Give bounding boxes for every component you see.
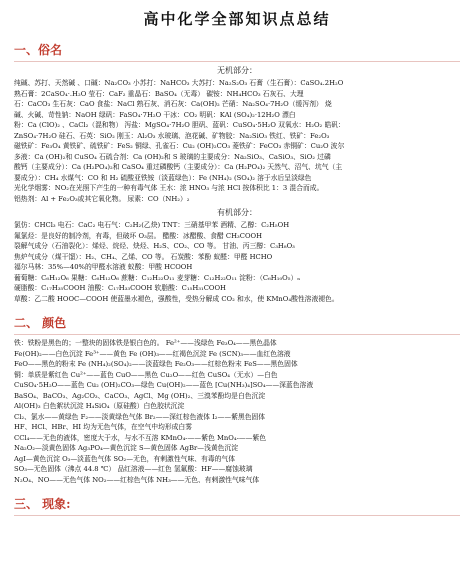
text-line: 粉：Ca (ClO)₂ 、CaCl₂（混和物） 泻盐：MgSO₄·7H₂O 胆矾、蓝矾：CuSO₄·5H₂O 双氧水：H₂O₂ 皓矾： [14,121,345,129]
text-line: ZnSO₄·7H₂O 硅石、石英：SiO₂ 刚玉：Al₂O₃ 水玻璃、泡花碱、矿物胶：Na₂SiO₃ 铁红、铁矿：Fe₂O₃ [14,131,330,140]
organic-subtitle: 有机部分： [217,208,257,217]
text-line: 焦炉气成分（煤干馏）：H₂、CH₄、乙烯、CO 等。 石炭酸：苯酚 蚁醛：甲醛 HCHO [14,252,273,261]
text-line: CuSO₄·5H₂O——蓝色 Cu₂ (OH)₂CO₃—绿色 Cu(OH)₂——蓝色 [Cu(NH₃)₄]SO₄——深蓝色溶液 [14,381,314,389]
text-line: FeO——黑色的粉末 Fe (NH₄)₂(SO₄)₂——淡蓝绿色 Fe₂O₃——红棕色粉末 FeS——黑色固体 [14,360,298,368]
text-line: 酸钙（主要成分）：Ca (H₂PO₄)₂和 CaSO₄ 重过磷酸钙（主要成分）：Ca (H₂PO₄)₂ 天然气、沼气、坑气（主 [14,163,343,171]
text-line: 铝热剂：Al + Fe₂O₃或其它氧化物。 尿素：CO（NH₂）₂ [14,194,190,203]
section-heading-colors: 二、 颜色 [14,314,460,335]
text-line: SO₃—无色固体（沸点 44.8 ℃） 品红溶液——红色 氢氟酸：HF——腐蚀玻璃 [14,465,253,473]
text-line: 多液：Ca (OH)₂和 CuSO₄ 石硫合剂：Ca (OH)₂和 S 玻璃的主要成分：Na₂SiO₃、CaSiO₃、SiO₂ 过磷 [14,152,331,161]
inorganic-list [14,78,460,204]
text-line: 铁：铁粉是黑色的；一整块的固体铁是银白色的。 Fe²⁺——浅绿色 Fe₃O₄——黑色晶体 [14,339,277,347]
text-line: AgI—黄色沉淀 O₃—淡蓝色气体 SO₂—无色，有剌激性气味、有毒的气体 [14,454,236,463]
text-line: 氟氯烃：是良好的制冷剂，有毒，但破坏 O₃层。 醋酸：冰醋酸、食醋 CH₃COOH [14,231,263,240]
text-line: Fe(OH)₂——白色沉淀 Fe³⁺——黄色 Fe (OH)₃——红褐色沉淀 Fe (SCN)₃——血红色溶液 [14,349,291,358]
section-heading-phenomena: 三、 现象: [14,495,460,516]
text-line: 熟石膏：2CaSO₄·.H₂O 莹石：CaF₂ 重晶石：BaSO₄（无毒） 碳铵：NH₄HCO₃ 石灰石、大理 [14,89,304,98]
page-title: 高中化学全部知识点总结 [143,10,331,28]
text-line: 碱、火碱、苛性钠：NaOH 绿矾：FaSO₄·7H₂O 干冰：CO₂ 明矾：KAl (SO₄)₂·12H₂O 漂白 [14,110,296,119]
text-line: BaSO₄、BaCO₃、Ag₂CO₃、CaCO₃、AgCl、Mg (OH)₂、三溴苯酚均是白色沉淀 [14,391,266,400]
text-line: 要成分）：CH₄ 水煤气：CO 和 H₂ 硫酸亚铁铵（淡蓝绿色）：Fe (NH₄)₂ (SO₄)₂ 溶于水后呈淡绿色 [14,173,312,182]
text-line: CCl₄——无色的液体，密度大于水，与水不互溶 KMnO₄-——紫色 MnO₄-——紫色 [14,433,267,442]
text-line: 光化学烟雾：NO₂在光照下产生的一种有毒气体 王水：浓 HNO₃ 与浓 HCl 按体积比 1：3 混合而成。 [14,184,324,192]
inorganic-subtitle: 无机部分： [217,66,257,75]
text-line: N₂O₄、NO——无色气体 NO₂——红棕色气体 NH₃——无色、有剌激性气味气体 [14,475,260,484]
text-line: 草酸：乙二酸 HOOC—COOH 使蓝墨水褪色，强酸性，受热分解成 CO₂ 和水，使 KMnO₄酸性溶液褪色。 [14,294,339,303]
text-line: Na₂O₂—淡黄色固体 Ag₃PO₄—黄色沉淀 S—黄色固体 AgBr—浅黄色沉淀 [14,444,239,452]
text-line: 裂解气成分（石油裂化）：烯烃、烷烃、炔烃、H₂S、CO₂、CO 等。 甘油、丙三醇：C₃H₈O₃ [14,242,295,250]
text-line: 硬脂酸：C₁₇H₃₅COOH 油酸：C₁₇H₃₃COOH 软脂酸：C₁₅H₃₁COOH [14,284,226,292]
text-line: 氯仿：CHCl₃ 电石：CaC₂ 电石气：C₂H₂(乙炔) TNT：三硝基甲苯 酒精、乙醇：C₂H₅OH [14,221,290,229]
text-line: Cl₂、氯水——黄绿色 F₂——淡黄绿色气体 Br₂——深红棕色液体 I₂——紫黑色固体 [14,412,266,421]
colors-list [14,338,460,485]
organic-list [14,220,460,304]
text-line: 纯碱、苏打、天然碱 、口碱：Na₂CO₃ 小苏打：NaHCO₃ 大苏打：Na₂S₂O₃ 石膏（生石膏）：CaSO₄.2H₂O [14,79,344,87]
text-line: 石：CaCO₃ 生石灰：CaO 食盐：NaCl 熟石灰、消石灰：Ca(OH)₂ 芒硝：Na₂SO₄·7H₂O（缓泻剂） 烧 [14,100,332,108]
text-line: 葡萄糖：C₆H₁₂O₆ 果糖：C₆H₁₂O₆ 蔗糖：C₁₂H₂₂O₁₁ 麦芽糖：C₁₂H₂₂O₁₁ 淀粉：（C₆H₁₀O₅）ₙ [14,273,301,282]
text-line: 铜：单质是紫红色 Cu²⁺——蓝色 CuO——黑色 Cu₂O——红色 CuSO₄（无水）—白色 [14,370,278,379]
section-heading-names: 一、俗名 [14,41,460,62]
text-line: 磁铁矿：Fe₃O₄ 黄铁矿、硫铁矿：FeS₂ 铜绿、孔雀石：Cu₂ (OH)₂CO₃ 菱铁矿：FeCO₃ 赤铜矿：Cu₂O 波尔 [14,142,345,150]
text-line: 福尔马林：35%—40%的甲醛水溶液 蚁酸：甲酸 HCOOH [14,263,193,271]
text-line: HF、HCl、HBr、HI 均为无色气体，在空气中均形成白雾 [14,423,193,431]
text-line: Al(OH)₃ 白色絮状沉淀 H₄SiO₄（原硅酸）白色胶状沉淀 [14,402,185,410]
